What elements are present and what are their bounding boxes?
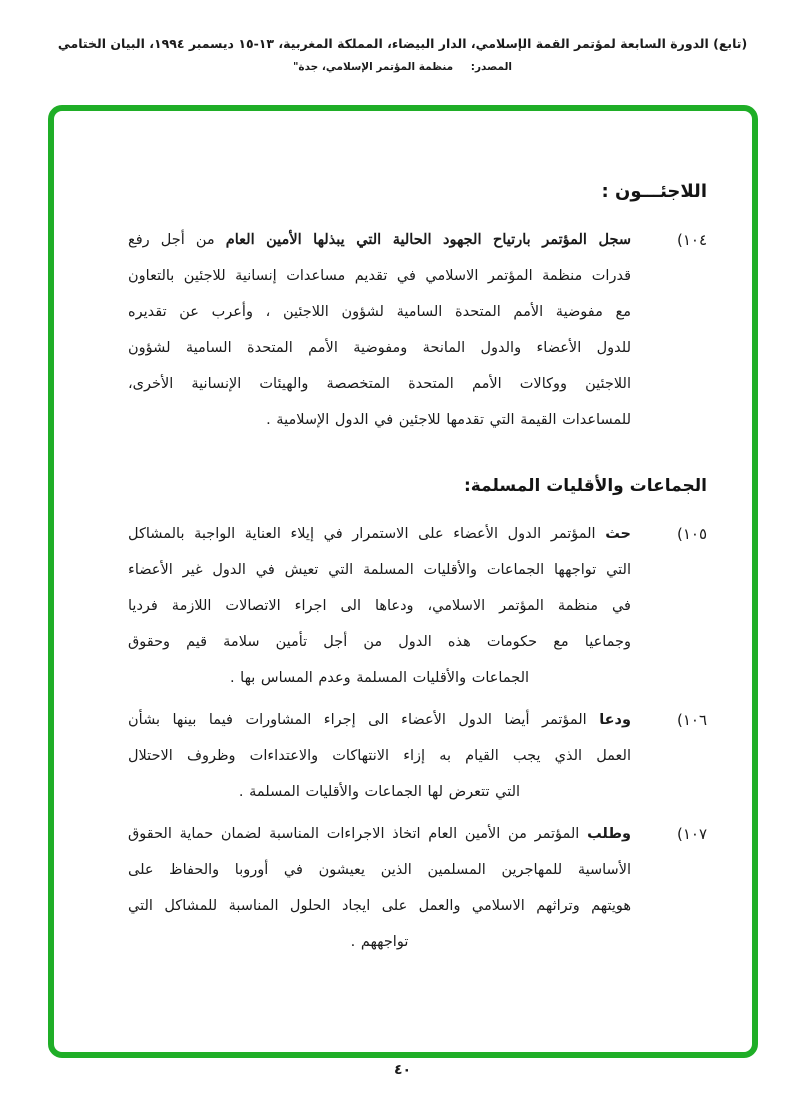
paragraph-number-107: ١٠٧) bbox=[676, 825, 707, 843]
paragraph-107-lead: وطلب bbox=[587, 826, 631, 842]
paragraph-105-lead: حث bbox=[605, 526, 631, 542]
text-line: التي تواجهها الجماعات والأقليات المسلمة التي تعيش في الدول غير الأعضاء bbox=[128, 562, 631, 578]
text-line bbox=[128, 516, 631, 552]
paragraph-105-lines bbox=[128, 516, 631, 696]
text-line: للدول الأعضاء والدول المانحة ومفوضية الأمم المتحدة السامية لشؤون bbox=[128, 340, 631, 356]
paragraph-number-106: ١٠٦) bbox=[676, 711, 707, 729]
paragraph-106-lead: ودعا bbox=[599, 712, 631, 728]
text-line: اللاجئين ووكالات الأمم المتحدة المتخصصة والهيئات الإنسانية الأخرى، bbox=[128, 376, 631, 392]
paragraph-105-lead-rest: المؤتمر الدول الأعضاء على الاستمرار في إيلاء العناية الواجبة بالمشاكل bbox=[128, 526, 596, 542]
paragraph-106-lead-rest: المؤتمر أيضا الدول الأعضاء الى إجراء المشاورات فيما بينها بشأن bbox=[128, 712, 587, 728]
text-line: هويتهم وتراثهم الاسلامي والعمل على ايجاد الحلول المناسبة للمشاكل التي bbox=[128, 898, 631, 914]
paragraph-number-105: ١٠٥) bbox=[676, 525, 707, 543]
paragraph-104 bbox=[128, 222, 707, 438]
paragraph-105 bbox=[128, 516, 707, 696]
page-number: ٤٠ bbox=[393, 1062, 412, 1078]
paragraph-104-lead: سجل المؤتمر بارتياح الجهود الحالية التي يبذلها الأمين العام bbox=[225, 232, 631, 248]
paragraph-107 bbox=[128, 816, 707, 960]
text-line: في منظمة المؤتمر الاسلامي، ودعاها الى اجراء الاتصالات اللازمة فرديا bbox=[128, 598, 631, 614]
paragraph-107-lead-rest: المؤتمر من الأمين العام اتخاذ الاجراءات المناسبة لضمان حماية الحقوق bbox=[128, 826, 580, 842]
paragraph-106-lines bbox=[128, 702, 631, 810]
text-line: تواجههم . bbox=[350, 934, 409, 950]
text-line: الأساسية للمهاجرين المسلمين الذين يعيشون في أوروبا والحفاظ على bbox=[128, 862, 631, 878]
paragraph-number-104: ١٠٤) bbox=[676, 231, 707, 249]
section-heading-refugees: اللاجئـــون : bbox=[601, 181, 707, 202]
text-line: وجماعيا مع حكومات هذه الدول من أجل تأمين سلامة قيم وحقوق bbox=[128, 634, 631, 650]
section-heading-minorities: الجماعات والأقليات المسلمة: bbox=[463, 476, 707, 496]
text-line: قدرات منظمة المؤتمر الاسلامي في تقديم مساعدات إنسانية للاجئين بالتعاون bbox=[128, 268, 631, 284]
text-line bbox=[128, 222, 631, 258]
text-line: مع مفوضية الأمم المتحدة السامية لشؤون اللاجئين ، وأعرب عن تقديره bbox=[128, 304, 631, 320]
source-value: منظمة المؤتمر الإسلامي، جدة" bbox=[292, 61, 454, 73]
document-header bbox=[0, 36, 805, 73]
text-line: الجماعات والأقليات المسلمة وعدم المساس بها . bbox=[229, 670, 530, 686]
document-title: (تابع) الدورة السابعة لمؤتمر القمة الإسلامي، الدار البيضاء، المملكة المغربية، ١٣-١٥ ديسمبر ١٩٩٤، البيان الختامي bbox=[57, 36, 748, 51]
paragraph-104-lines bbox=[128, 222, 631, 438]
paragraph-107-lines bbox=[128, 816, 631, 960]
text-line: العمل الذي يجب القيام به إزاء الانتهاكات والاعتداءات وظروف الاحتلال bbox=[128, 748, 631, 764]
text-line: للمساعدات القيمة التي تقدمها للاجئين في الدول الإسلامية . bbox=[266, 412, 631, 428]
paragraph-106 bbox=[128, 702, 707, 810]
source-label: المصدر: bbox=[470, 61, 513, 73]
text-line bbox=[128, 816, 631, 852]
paragraph-104-lead-rest: من أجل رفع bbox=[128, 232, 215, 248]
source-line bbox=[0, 61, 805, 73]
text-line bbox=[128, 702, 631, 738]
text-line: التي تتعرض لها الجماعات والأقليات المسلمة . bbox=[238, 784, 521, 800]
